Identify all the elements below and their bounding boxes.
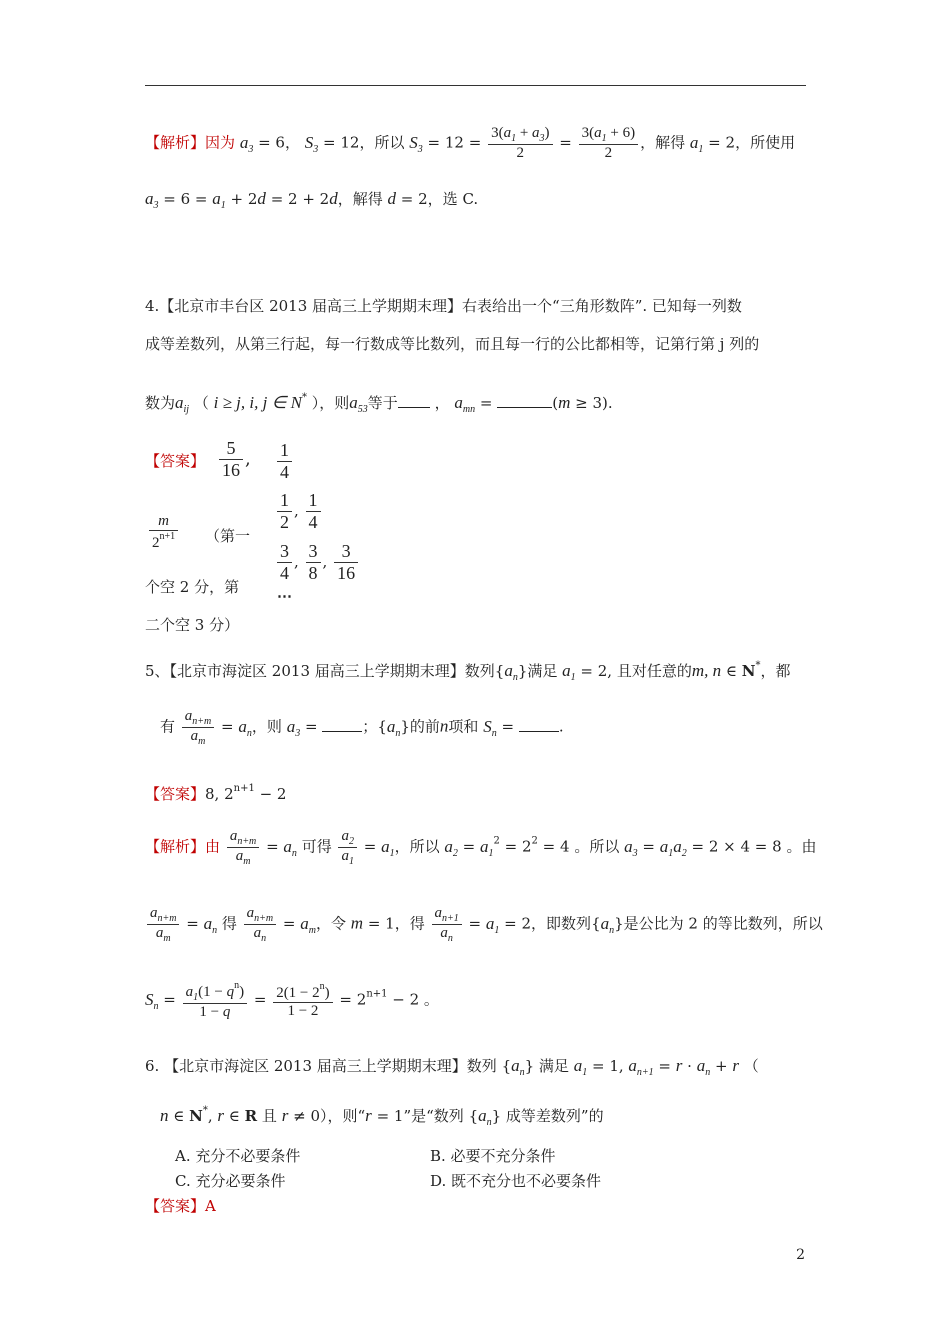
- q5-solution-line3: $S_n$ = $\frac{a_1(1 - q^n)}{1 - q}$ = $\frac{2(1 - 2^n)}{1 - 2}$ = $2^{n+1} - 2$ 。: [145, 980, 439, 1020]
- q5-text-line1: 5、【北京市海淀区 2013 届高三上学期期末理】数列$\{a_n\}$满足 $a_1 = 2$, 且对任意的m, n ∈ N*，都: [145, 660, 791, 683]
- q6-option-d: D. 既不充分也不必要条件: [430, 1172, 602, 1190]
- header-rule: [145, 85, 806, 86]
- q3-solution-line2: $a_3 = 6 = a_1 + 2d = 2 + 2d$，解得 d = 2，选 C.: [145, 189, 479, 211]
- q4-answer-note-3: 二个空 3 分）: [145, 616, 240, 634]
- q6-option-a: A. 充分不必要条件: [175, 1147, 301, 1165]
- q3-solution-line1: 【解析】因为 $a_3 = 6$， $S_3 = 12$，所以 $S_3 = 12$ = $\frac{3(a_1 + a_3)}{2}$ = $\frac{3(a_1 + 6)}{2}$ ，解得 $a_1 = 2$，所使用: [145, 125, 796, 161]
- q5-solution-line1: 【解析】由 $\frac{a_{n+m}}{a_m}$ = $a_n$ 可得 $\frac{a_2}{a_1}$ = $a_1$，所以 $a_2 = a_1^2 = 2^2 = 4$ 。所以 $a_3 = a_1a_2 = 2 \times 4 = 8$ 。由: [145, 828, 817, 867]
- q6-text-line1: 6. 【北京市海淀区 2013 届高三上学期期末理】数列 $\{a_n\}$ 满足 $a_1 = 1$, $a_{n+1} = r \cdot a_n + r$ （: [145, 1056, 759, 1078]
- triangle-array-row2: $\frac{1}{2}$ , $\frac{1}{4}$: [275, 490, 323, 533]
- q6-text-line2: n ∈ N*, r ∈ R 且 r ≠ 0），则“r = 1”是“数列 $\{a_n\}$ 成等差数列”的: [160, 1105, 604, 1128]
- page-number: 2: [796, 1247, 805, 1263]
- q4-answer-1: $\frac{5}{16}$ ,: [217, 438, 251, 481]
- q5-text-line2: 有 $\frac{a_{n+m}}{a_m}$ = $a_n$，则 $a_3$ = ；$\{a_n\}$的前n项和 $S_n$ = .: [160, 708, 564, 747]
- q4-text-line2: 成等差数列，从第三行起，每一行数成等比数列，而且每一行的公比都相等，记第行第 j 列的: [145, 335, 760, 353]
- q5-answer: 【答案】8, $2^{n+1} - 2$: [145, 783, 287, 803]
- q6-answer: 【答案】A: [145, 1197, 216, 1215]
- q4-answer-2: $\frac{m}{2^{n+1}}$: [147, 513, 180, 552]
- q5-solution-line2: $\frac{a_{n+m}}{a_m}$ = $a_n$ 得 $\frac{a_{n+m}}{a_n}$ = $a_m$，令 m = 1，得 $\frac{a_{n+1}}{a_n}$ = $a_1 = 2$，即数列$\{a_n\}$是公比为 2 的等比数列，所以: [145, 905, 823, 944]
- triangle-array-row1: $\frac{1}{4}$: [275, 440, 294, 483]
- q4-text-line1: 4.【北京市丰台区 2013 届高三上学期期末理】右表给出一个“三角形数阵”. 已知每一列数: [145, 297, 742, 315]
- q6-option-b: B. 必要不充分条件: [430, 1147, 556, 1165]
- q4-answer-note-2: 个空 2 分，第: [145, 578, 240, 596]
- solution-tag: 【解析】: [145, 133, 206, 152]
- triangle-array-row3: $\frac{3}{4}$ , $\frac{3}{8}$ , $\frac{3}{16}$: [275, 541, 360, 584]
- q6-option-c: C. 充分必要条件: [175, 1172, 286, 1190]
- q4-answer-tag: 【答案】: [145, 452, 206, 470]
- q4-answer-note-1: （第一: [205, 527, 251, 545]
- triangle-array-dots: ⋯: [277, 587, 292, 605]
- q4-text-line3: 数为$a_{ij}$ （ i ≥ j, i, j ∈ N* ），则$a_{53}$等于 ， $a_{mn} = (m \ge 3)$.: [145, 392, 613, 415]
